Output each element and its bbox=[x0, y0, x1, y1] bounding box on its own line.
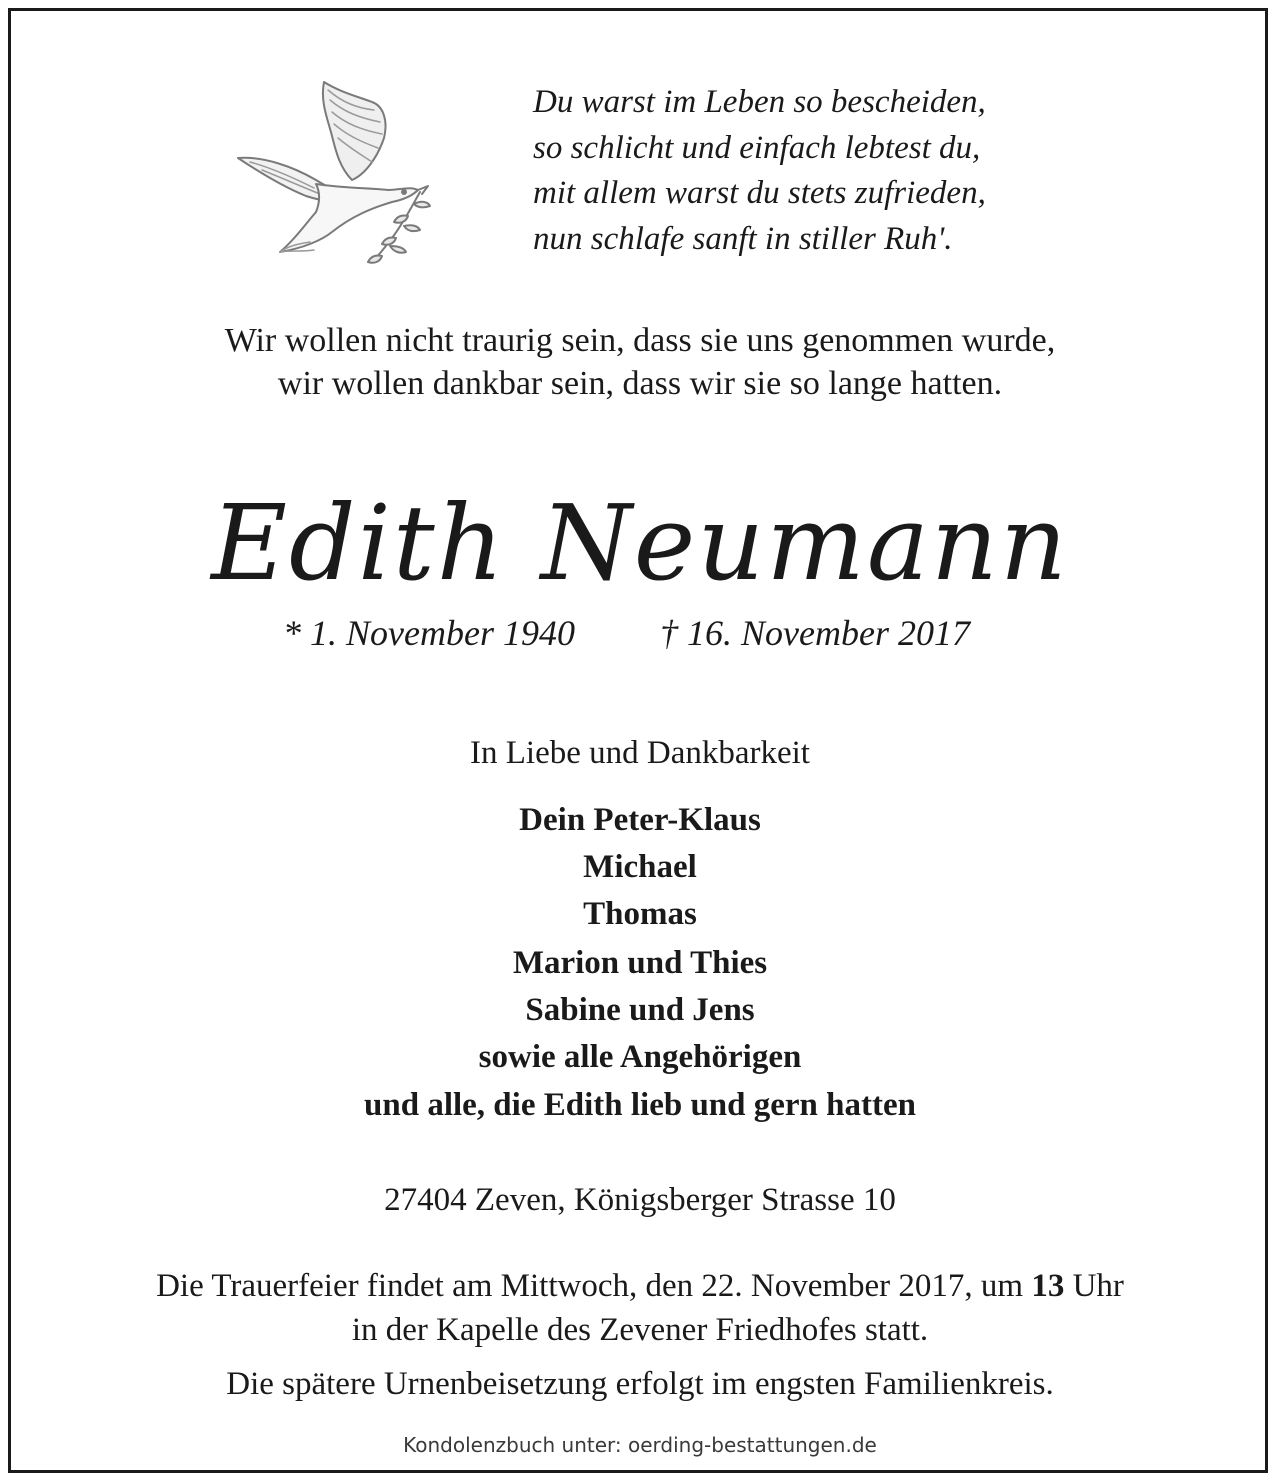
family-line: Thomas bbox=[583, 896, 697, 932]
family-line: Sabine und Jens bbox=[525, 992, 755, 1028]
dedication: In Liebe und Dankbarkeit bbox=[470, 735, 810, 771]
ceremony-text: Die Trauerfeier findet am Mittwoch, den 22. November 2017, um bbox=[156, 1268, 1032, 1304]
burial-note: Die spätere Urnenbeisetzung erfolgt im engsten Familienkreis. bbox=[226, 1366, 1054, 1402]
dove-with-olive-branch-icon bbox=[232, 76, 438, 266]
family-line: Dein Peter-Klaus bbox=[519, 802, 761, 838]
ceremony-line-2: in der Kapelle des Zevener Friedhofes statt. bbox=[351, 1312, 929, 1348]
poem-line: nun schlafe sanft in stiller Ruh'. bbox=[533, 220, 953, 257]
deceased-name: Edith Neumann bbox=[211, 482, 1069, 604]
death-date: † 16. November 2017 bbox=[660, 613, 970, 653]
family-line: Michael bbox=[583, 849, 697, 885]
ceremony-text-end: Uhr bbox=[1064, 1268, 1124, 1304]
quote-line: wir wollen dankbar sein, dass wir sie so lange hatten. bbox=[277, 365, 1003, 402]
family-line: sowie alle Angehörigen bbox=[478, 1039, 802, 1075]
ceremony-time: 13 bbox=[1031, 1268, 1065, 1304]
family-line: Marion und Thies bbox=[512, 945, 768, 981]
condolence-link[interactable]: Kondolenzbuch unter: oerding-bestattungen.de bbox=[403, 1433, 877, 1457]
poem-line: so schlicht und einfach lebtest du, bbox=[533, 129, 981, 166]
poem bbox=[533, 80, 986, 262]
ceremony-line-1 bbox=[0, 1266, 1280, 1306]
quote-line: Wir wollen nicht traurig sein, dass sie uns genommen wurde, bbox=[224, 322, 1056, 359]
birth-date: * 1. November 1940 bbox=[283, 613, 575, 653]
address: 27404 Zeven, Königsberger Strasse 10 bbox=[384, 1182, 896, 1218]
family-line: und alle, die Edith lieb und gern hatten bbox=[364, 1087, 916, 1123]
poem-line: Du warst im Leben so bescheiden, bbox=[533, 84, 986, 120]
poem-line: mit allem warst du stets zufrieden, bbox=[533, 175, 986, 211]
